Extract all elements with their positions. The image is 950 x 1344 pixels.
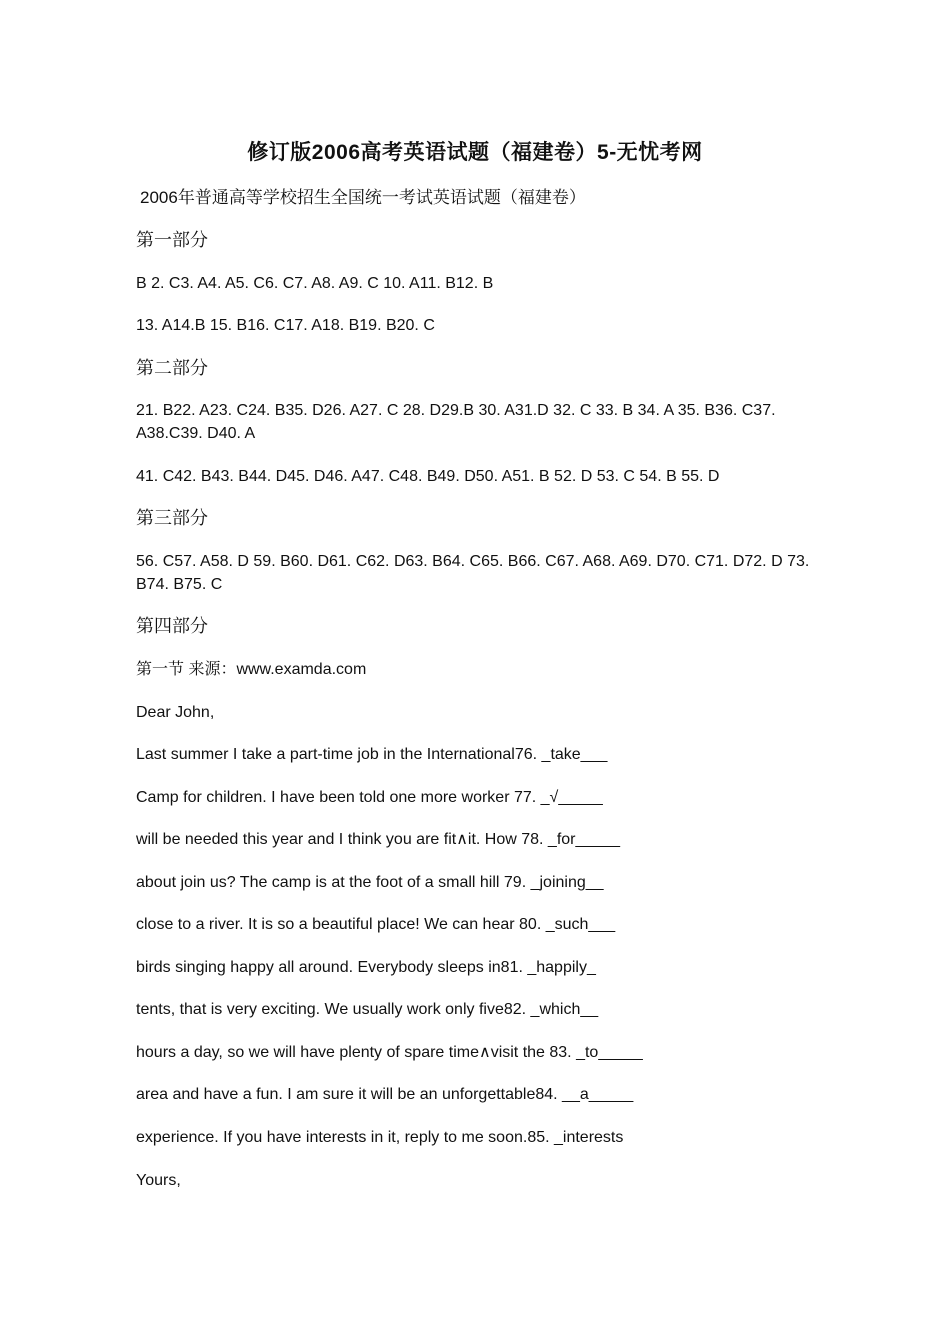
letter-line: hours a day, so we will have plenty of spare time∧visit the 83. _to_____ bbox=[136, 1044, 643, 1061]
letter-line: about join us? The camp is at the foot of a small hill 79. _joining__ bbox=[136, 874, 604, 891]
letter-line: Dear John, bbox=[136, 704, 215, 721]
letter-line: Camp for children. I have been told one more worker 77. _√_____ bbox=[136, 789, 603, 806]
part1-answers-line: B 2. C3. A4. A5. C6. C7. A8. A9. C 10. A11. B12. B bbox=[136, 275, 494, 292]
letter-line: birds singing happy all around. Everybody sleeps in81. _happily_ bbox=[136, 959, 596, 976]
letter-closing: Yours, bbox=[136, 1172, 181, 1189]
letter-line: will be needed this year and I think you are fit∧it. How 78. _for_____ bbox=[136, 831, 620, 848]
letter-line: close to a river. It is so a beautiful place! We can hear 80. _such___ bbox=[136, 916, 616, 933]
letter-line: experience. If you have interests in it, reply to me soon.85. _interests bbox=[136, 1129, 624, 1146]
document-subtitle: 2006年普通高等学校招生全国统一考试英语试题（福建卷） bbox=[140, 188, 586, 207]
part4-section-source: 第一节 来源：www.examda.com bbox=[136, 661, 367, 678]
part1-answers-line: 13. A14.B 15. B16. C17. A18. B19. B20. C bbox=[136, 317, 435, 334]
letter-line: area and have a fun. I am sure it will be an unforgettable84. __a_____ bbox=[136, 1086, 634, 1103]
part2-answers-line: 41. C42. B43. B44. D45. D46. A47. C48. B49. D50. A51. B 52. D 53. C 54. B 55. D bbox=[136, 468, 720, 485]
letter-line: tents, that is very exciting. We usually work only five82. _which__ bbox=[136, 1001, 599, 1018]
part2-answers-line: 21. B22. A23. C24. B35. D26. A27. C 28. D29.B 30. A31.D 32. C 33. B 34. A 35. B36. C37. A38.C39. D40. A bbox=[136, 402, 776, 442]
letter-line: Last summer I take a part-time job in the International76. _take___ bbox=[136, 746, 608, 763]
part2-heading: 第二部分 bbox=[136, 358, 208, 378]
part3-heading: 第三部分 bbox=[136, 508, 208, 528]
document-title: 修订版2006高考英语试题（福建卷）5-无忧考网 bbox=[247, 141, 703, 164]
part4-heading: 第四部分 bbox=[136, 616, 208, 636]
part1-heading: 第一部分 bbox=[136, 230, 208, 250]
part3-answers-line: 56. C57. A58. D 59. B60. D61. C62. D63. B64. C65. B66. C67. A68. A69. D70. C71. D72. D 73. B74. B75. C bbox=[136, 553, 810, 593]
